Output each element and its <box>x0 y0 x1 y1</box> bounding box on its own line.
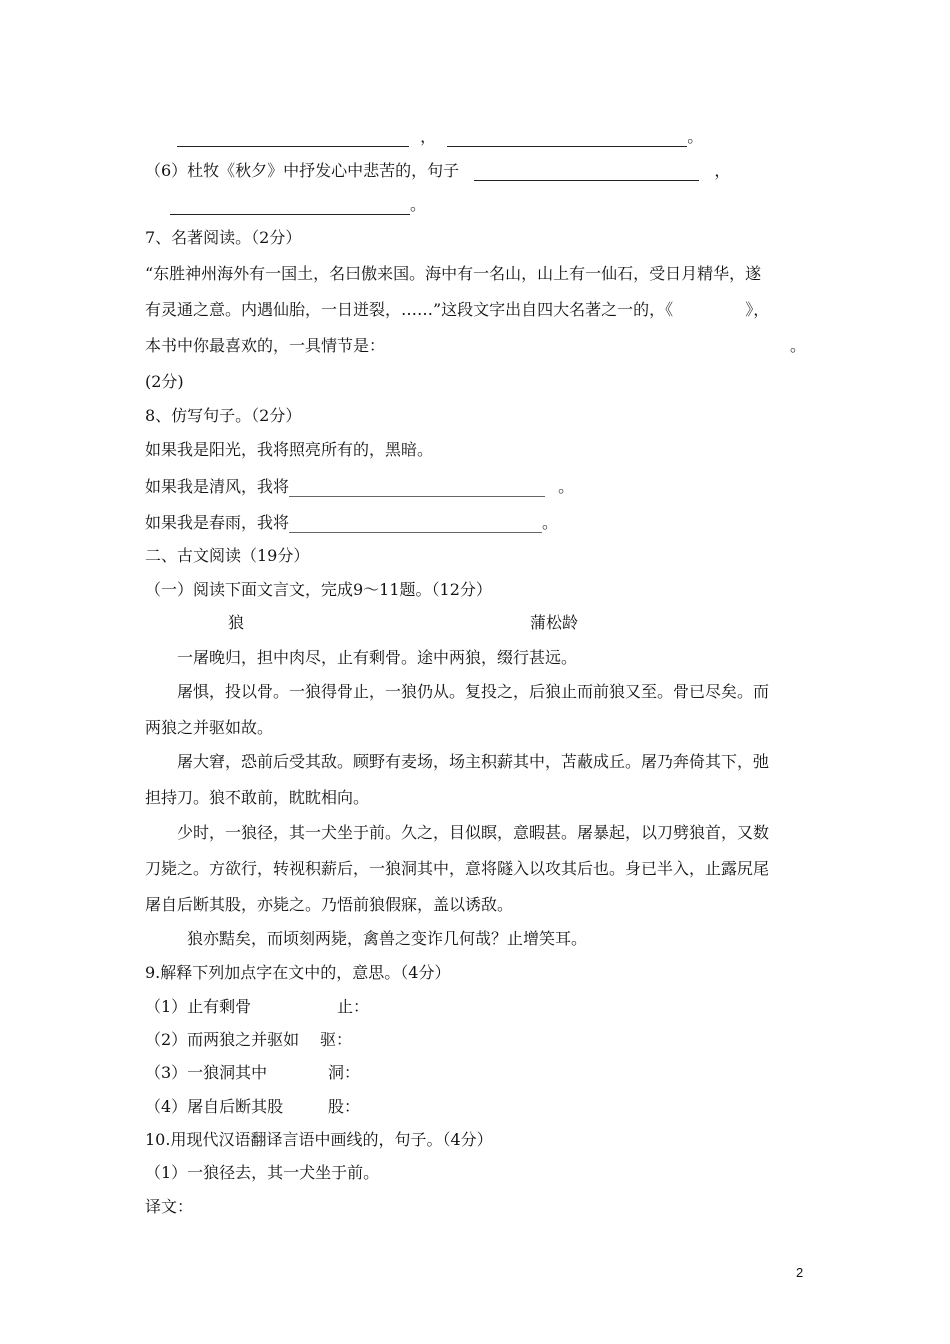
question-7-passage-line2 <box>145 300 769 320</box>
question-8-line3 <box>145 513 558 533</box>
question-8-example: 如果我是阳光，我将照亮所有的，黑暗。 <box>145 440 434 459</box>
poem-title: 狼 <box>228 613 245 632</box>
question-7-line3-end: 。 <box>790 336 807 355</box>
question-9-item-2: （2）而两狼之并驱如 <box>145 1030 300 1049</box>
question-6-text: （6）杜牧《秋夕》中抒发心中悲苦的，句子 <box>145 161 460 180</box>
question-10-item-1: （1）一狼径去，其一犬坐于前。 <box>145 1163 380 1182</box>
q5-answer-line <box>177 127 703 147</box>
period-text: 。 <box>687 127 704 146</box>
question-9-key-4: 股： <box>328 1097 361 1116</box>
passage-paragraph-4: 少时，一狼径，其一犬坐于前。久之，目似瞑，意暇甚。屠暴起，以刀劈狼首，又数 <box>177 823 770 842</box>
answer-blank[interactable] <box>447 130 687 147</box>
question-8-title: 8、仿写句子。（2分） <box>145 406 302 425</box>
question-7-passage-line1: “东胜神州海外有一国土，名曰傲来国。海中有一名山，山上有一仙石，受日月精华，遂 <box>145 264 762 283</box>
question-6 <box>145 161 730 181</box>
period-text: 。 <box>542 513 559 532</box>
passage-paragraph-1: 一屠晚归，担中肉尽，止有剩骨。途中两狼，缀行甚远。 <box>177 648 578 667</box>
passage-paragraph-2: 屠惧，投以骨。一狼得骨止，一狼仍从。复投之，后狼止而前狼又至。骨已尽矣。而 <box>177 682 770 701</box>
question-8-line2 <box>145 477 574 497</box>
answer-blank[interactable] <box>474 164 699 181</box>
question-9-key-1: 止： <box>337 997 370 1016</box>
question-9-item-4: （4）屠自后断其股 <box>145 1097 284 1116</box>
question-9-key-3: 洞： <box>328 1063 361 1082</box>
translation-label: 译文： <box>145 1197 194 1216</box>
section-2-title: 二、古文阅读（19分） <box>145 546 310 565</box>
passage-text: 》， <box>745 300 770 319</box>
prompt-text: 如果我是清风，我将 <box>145 477 290 496</box>
passage-paragraph-4-cont1: 刀毙之。方欲行，转视积薪后，一狼洞其中，意将隧入以攻其后也。身已半入，止露尻尾 <box>145 859 770 878</box>
question-6-line2 <box>170 195 426 215</box>
question-7-score: (2分) <box>145 372 184 391</box>
period-text: 。 <box>558 477 575 496</box>
comma-text: ， <box>714 161 731 180</box>
answer-blank[interactable] <box>289 480 545 497</box>
question-9-item-1: （1）止有剩骨 <box>145 997 252 1016</box>
passage-paragraph-5: 狼亦黠矣，而顷刻两毙，禽兽之变诈几何哉？止增笑耳。 <box>187 929 588 948</box>
question-9-key-2: 驱： <box>320 1030 353 1049</box>
period-text: 。 <box>410 195 427 214</box>
poem-author: 蒲松龄 <box>530 613 579 632</box>
answer-blank[interactable] <box>170 198 410 215</box>
passage-paragraph-4-cont2: 屠自后断其股，亦毙之。乃悟前狼假寐，盖以诱敌。 <box>145 895 514 914</box>
prompt-text: 如果我是春雨，我将 <box>145 513 290 532</box>
passage-paragraph-2-cont: 两狼之并驱如故。 <box>145 718 274 737</box>
passage-text: 有灵通之意。内遇仙胎，一日迸裂，……”这段文字出自四大名著之一的，《 <box>145 300 674 319</box>
question-9-item-3: （3）一狼洞其中 <box>145 1063 268 1082</box>
answer-blank[interactable] <box>177 130 409 147</box>
passage-paragraph-3-cont: 担持刀。狼不敢前，眈眈相向。 <box>145 788 370 807</box>
page-number: 2 <box>796 1265 804 1280</box>
question-7-line3: 本书中你最喜欢的，一具情节是： <box>145 336 386 355</box>
section-2-subtitle: （一）阅读下面文言文，完成9～11题。（12分） <box>145 580 492 599</box>
passage-paragraph-3: 屠大窘，恐前后受其敌。顾野有麦场，场主积薪其中，苫蔽成丘。屠乃奔倚其下，弛 <box>177 752 770 771</box>
comma-text: ， <box>420 127 437 146</box>
question-7-title: 7、名著阅读。（2分） <box>145 228 302 247</box>
question-10-title: 10.用现代汉语翻译言语中画线的，句子。（4分） <box>145 1130 493 1149</box>
answer-blank[interactable] <box>289 516 542 533</box>
question-9-title: 9.解释下列加点字在文中的，意思。（4分） <box>145 963 451 982</box>
